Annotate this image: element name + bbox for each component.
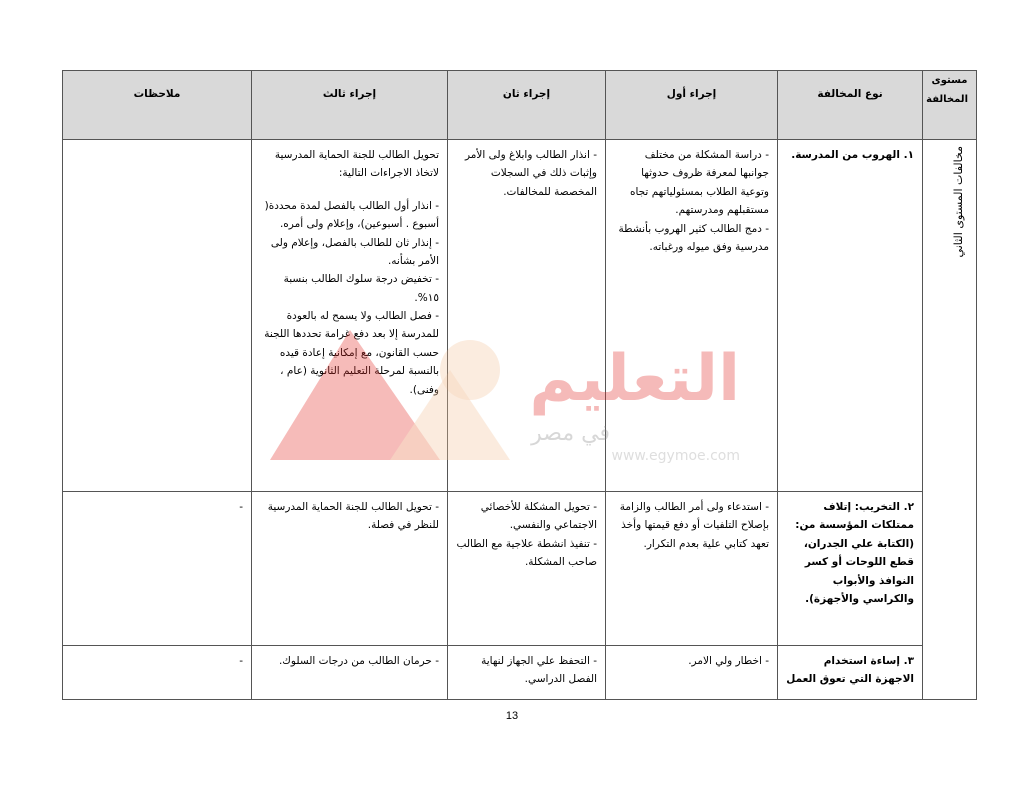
list-item: - تحويل المشكلة للأخصائي الاجتماعي والنفسي.	[480, 501, 597, 532]
second-action-cell	[448, 140, 606, 492]
table-row	[63, 140, 977, 492]
second-action-cell	[448, 646, 606, 700]
list-item: - حرمان الطالب من درجات السلوك.	[278, 655, 439, 667]
header-type: نوع المخالفة	[778, 71, 923, 140]
second-action-cell	[448, 492, 606, 646]
list-item: - التحفظ علي الجهاز لنهاية الفصل الدراسي.	[481, 655, 597, 686]
list-item: - انذار أول الطالب بالفصل لمدة محددة( أسبوع . أسبوعين)، وإعلام ولى أمره.	[264, 199, 439, 231]
first-action-cell	[606, 646, 778, 700]
header-third-action: إجراء ثالث	[252, 71, 448, 140]
level-label: مخالفات المستوى الثاني	[951, 146, 965, 258]
header-level: مستوى المخالفة	[923, 71, 977, 140]
third-action-cell	[252, 140, 448, 492]
level-cell	[923, 140, 977, 700]
list-item: - إنذار ثان للطالب بالفصل، وإعلام ولى الأمر بشأنه.	[270, 236, 439, 267]
notes-cell: -	[63, 646, 252, 700]
third-action-cell	[252, 646, 448, 700]
violation-type: ٢. التخريب: إتلاف ممتلكات المؤسسة من: (الكتابة علي الجدران، قطع اللوحات أو كسر النوافذ والأبواب والكراسي والأجهزة).	[778, 492, 923, 646]
violations-table	[62, 70, 977, 700]
list-item: - انذار الطالب وابلاغ ولى الأمر وإثبات ذلك في السجلات المخصصة للمخالفات.	[464, 149, 597, 198]
third-action-intro: تحويل الطالب للجنة الحماية المدرسية لاتخاذ الاجراءات التالية:	[274, 149, 439, 180]
first-action-cell	[606, 492, 778, 646]
list-item: - تحويل الطالب للجنة الحماية المدرسية للنظر في فصلة.	[267, 501, 439, 532]
watermark-url-text: www.egymoe.com	[611, 448, 740, 464]
table-header-row	[63, 71, 977, 140]
notes-cell	[63, 140, 252, 492]
notes-cell: -	[63, 492, 252, 646]
first-action-cell	[606, 140, 778, 492]
list-item: - اخطار ولي الامر.	[688, 655, 769, 667]
header-first-action: إجراء أول	[606, 71, 778, 140]
watermark-main-text: التعليم	[529, 342, 740, 416]
violation-type: ٣. إساءة استخدام الاجهزة التي تعوق العمل	[778, 646, 923, 700]
table-row	[63, 646, 977, 700]
list-item: - استدعاء ولى أمر الطالب والزامة بإصلاح التلفيات أو دفع قيمتها وأخذ تعهد كتابي علية بعدم التكرار.	[619, 501, 769, 550]
third-action-cell	[252, 492, 448, 646]
table-row	[63, 492, 977, 646]
page-number: 13	[505, 710, 519, 722]
list-item: - تخفيض درجة سلوك الطالب بنسبة ١٥%.	[283, 273, 439, 304]
list-item: - دمج الطالب كثير الهروب بأنشطة مدرسية وفق ميوله ورغباته.	[618, 222, 769, 253]
list-item: - تنفيذ انشطة علاجية مع الطالب صاحب المشكلة.	[456, 537, 597, 569]
list-item: - فصل الطالب ولا يسمح له بالعودة للمدرسة إلا بعد دفع غرامة تحددها اللجنة حسب القانون، مع إمكانية إعادة قيده بالنسبة لمرحلة التعليم الثانوية (عام ، وفنى).	[264, 310, 439, 396]
header-second-action: إجراء ثان	[448, 71, 606, 140]
list-item: - دراسة المشكلة من مختلف جوانبها لمعرفة ظروف حدوثها وتوعية الطلاب بمسئولياتهم تجاه مستقبلهم ومدرستهم.	[629, 149, 769, 217]
violation-type: ١. الهروب من المدرسة.	[778, 140, 923, 492]
watermark-sub-text: في مصر	[531, 421, 610, 446]
header-notes: ملاحظات	[63, 71, 252, 140]
